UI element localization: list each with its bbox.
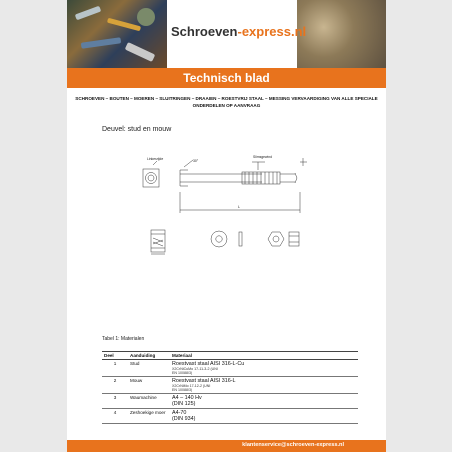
material-sub: (DIN 934) [172,416,196,422]
header-banner [67,0,386,68]
nut-side [289,232,299,246]
material-sub: EN 10088/3) [172,388,193,392]
tools-photo [67,0,167,68]
material-main: Roestvast staal AISI 316-L [172,378,236,384]
table-header-row [102,352,358,360]
row-materiaal [170,377,358,394]
label-right: Slimsgewind [253,155,273,159]
material-sub: EN 10088/3) [172,371,193,375]
logo-main-text: Schroeven [171,24,238,39]
row-materiaal [170,409,358,424]
table-row [102,394,358,409]
footer-email-link[interactable]: klantenservice@schroeven-express.nl [242,442,344,448]
row-deel: 3 [102,394,128,409]
label-length: L [238,205,240,209]
header-aanduiding: Aanduiding [128,352,170,360]
material-main: Roestvast staal AISI 316-L-Cu [172,361,245,367]
sleeve-outline [151,230,165,252]
washer-side [239,232,242,246]
table-row [102,360,358,377]
material-sub: X2CrNiMo 17-12-2 (UNI [172,384,211,388]
header-deel: Deel [102,352,128,360]
end-view-outer [146,173,157,184]
footer-bar [67,440,386,452]
end-view-inner [148,175,154,181]
header-materiaal: Materiaal [170,352,358,360]
row-deel: 2 [102,377,128,394]
logo-accent-text: -express.nl [237,24,307,39]
material-sub: (DIN 125) [172,401,196,407]
table-row [102,377,358,394]
row-aanduiding: Zeshoekige moer [128,409,170,424]
row-deel: 1 [102,360,128,377]
nut-hole [273,236,279,242]
table-row [102,409,358,424]
title-bar: Technisch blad [67,68,386,88]
label-left: Linkerzijde [147,157,164,161]
materials-table [102,351,358,424]
material-main: A4-70 [172,410,187,416]
row-materiaal [170,360,358,377]
screws-photo [297,0,386,68]
row-deel: 4 [102,409,128,424]
material-main: A4 – 140 Hv [172,395,202,401]
row-aanduiding: Waumachine [128,394,170,409]
material-sub: X2CrNiCuMo 17-11-3-2 (UNI [172,367,218,371]
washer-inner [216,236,222,242]
washer-outer [211,231,227,247]
services-line: SCHROEVEN – BOUTEN – MOEREN – SLUITRINGEN – DRAAIEN – ROESTVRIJ STAAL – MESSING VERVAARDIGING VAN ALLE SPECIALE ONDERDELEN OP AANVRAAG [75,96,378,108]
technical-drawing [67,140,386,270]
row-aanduiding: Mouw [128,377,170,394]
section-title: Deuvel: stud en mouw [102,126,172,133]
brand-logo[interactable] [171,24,306,39]
table-title: Tabel 1: Materialen [102,336,145,342]
technical-sheet-page [67,0,386,452]
label-angle: 30° [193,159,199,163]
nut-outline [268,232,284,246]
row-aanduiding: Stud [128,360,170,377]
row-materiaal [170,394,358,409]
